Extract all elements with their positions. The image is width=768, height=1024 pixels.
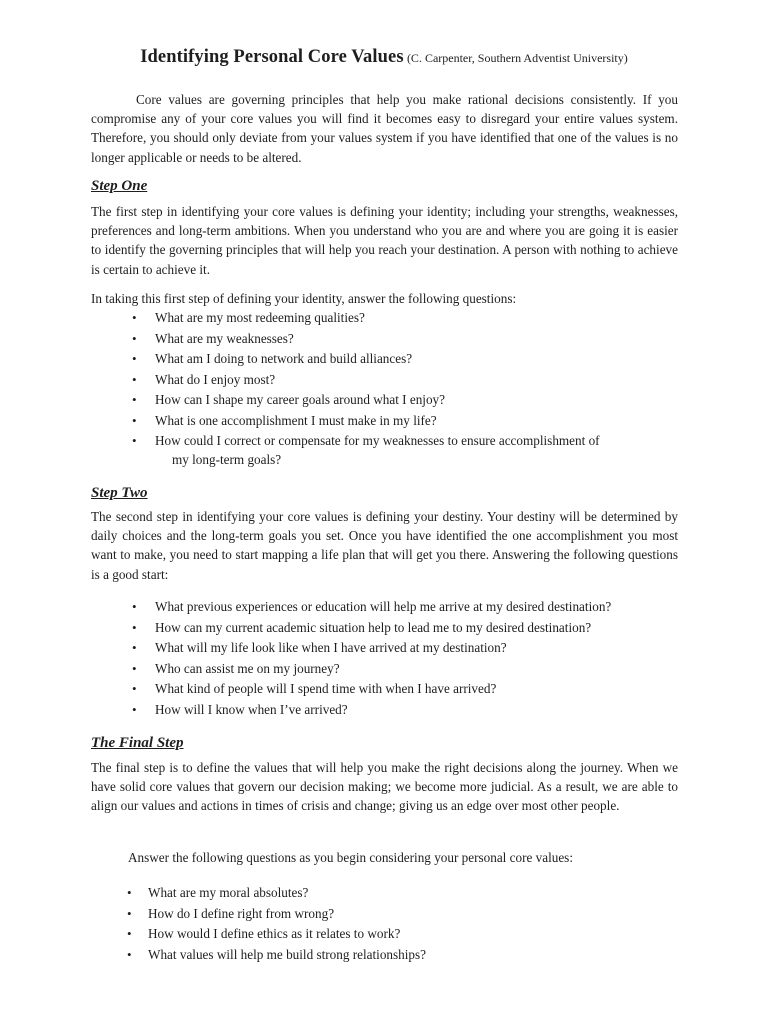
- list-item: • How could I correct or compensate for my weaknesses to ensure accomplishment of my long-term goals?: [132, 433, 600, 468]
- list-item: • What values will help me build strong relationships?: [127, 945, 667, 964]
- bullet-icon: •: [132, 599, 137, 614]
- step-one-paragraph: The first step in identifying your core values is defining your identity; including your strengths, weaknesses, preferences and long-term ambitions. When you understand who you are and where you are going it is easier to identify the governing principles that will help you reach your destination. A person with nothing to achieve is certain to achieve it.: [91, 204, 678, 277]
- list-item: • What are my weaknesses?: [132, 329, 678, 348]
- bullet-icon: •: [127, 926, 132, 941]
- step-one-intro-questions: In taking this first step of defining your identity, answer the following questions:: [91, 291, 517, 306]
- list-item: • What are my most redeeming qualities?: [132, 308, 678, 327]
- bullet-icon: •: [132, 412, 137, 428]
- final-step-paragraph: The final step is to define the values that will help you make the right decisions along the journey. When we have solid core values that govern our decision making; we become more judicial. As a result, we are able to align our values and actions in times of crisis and change; giving us an edge over most other people.: [91, 760, 678, 814]
- list-item: • What previous experiences or education will help me arrive at my desired destination?: [132, 597, 678, 616]
- list-item: • What will my life look like when I have arrived at my destination?: [132, 638, 678, 657]
- step-one-heading: Step One: [91, 178, 148, 194]
- list-item: • What are my moral absolutes?: [127, 883, 667, 902]
- bullet-icon: •: [132, 640, 137, 655]
- bullet-icon: •: [132, 701, 137, 717]
- bullet-icon: •: [132, 433, 137, 448]
- final-step-intro-questions: Answer the following questions as you begin considering your personal core values:: [128, 850, 573, 865]
- title-credit: (C. Carpenter, Southern Adventist University): [406, 51, 628, 65]
- bullet-icon: •: [132, 681, 137, 696]
- bullet-icon: •: [132, 310, 137, 325]
- bullet-icon: •: [127, 946, 132, 962]
- list-item: • How can I shape my career goals around what I enjoy?: [132, 390, 678, 409]
- page-title: Identifying Personal Core Values: [140, 47, 404, 67]
- bullet-icon: •: [132, 392, 137, 407]
- list-item: • How would I define ethics as it relates to work?: [127, 924, 667, 943]
- bullet-icon: •: [132, 351, 137, 366]
- step-two-paragraph: The second step in identifying your core values is defining your destiny. Your destiny will be determined by daily choices and the long-term goals you set. Once you have identified the one accomplishment you most want to make, you need to start mapping a life plan that will get you there. Answering the following questions is a good start:: [91, 509, 678, 582]
- list-item: • What am I doing to network and build alliances?: [132, 349, 678, 368]
- step-two-heading: Step Two: [91, 485, 148, 501]
- step-one-question-list: [132, 308, 678, 471]
- bullet-icon: •: [127, 905, 132, 921]
- final-step-heading: The Final Step: [91, 735, 184, 751]
- intro-paragraph: Core values are governing principles that help you make rational decisions consistently. If you compromise any of your core values you will find it becomes easy to disregard your entire values system. Therefore, you should only deviate from your values system if you have identified that one of the values is no longer applicable or needs to be altered.: [91, 92, 678, 165]
- bullet-icon: •: [132, 330, 137, 346]
- list-item: • What do I enjoy most?: [132, 370, 678, 389]
- list-item: • What kind of people will I spend time with when I have arrived?: [132, 679, 678, 698]
- bullet-icon: •: [132, 619, 137, 635]
- list-item: • How can my current academic situation help to lead me to my desired destination?: [132, 618, 678, 637]
- title-line: [0, 48, 768, 68]
- list-item: • Who can assist me on my journey?: [132, 659, 678, 678]
- list-item: • How will I know when I’ve arrived?: [132, 700, 678, 719]
- bullet-icon: •: [132, 371, 137, 387]
- final-step-question-list: [127, 883, 667, 965]
- bullet-icon: •: [132, 660, 137, 676]
- bullet-icon: •: [127, 885, 132, 900]
- step-two-question-list: [132, 597, 678, 720]
- list-item: • How do I define right from wrong?: [127, 904, 667, 923]
- list-item: • What is one accomplishment I must make in my life?: [132, 411, 678, 430]
